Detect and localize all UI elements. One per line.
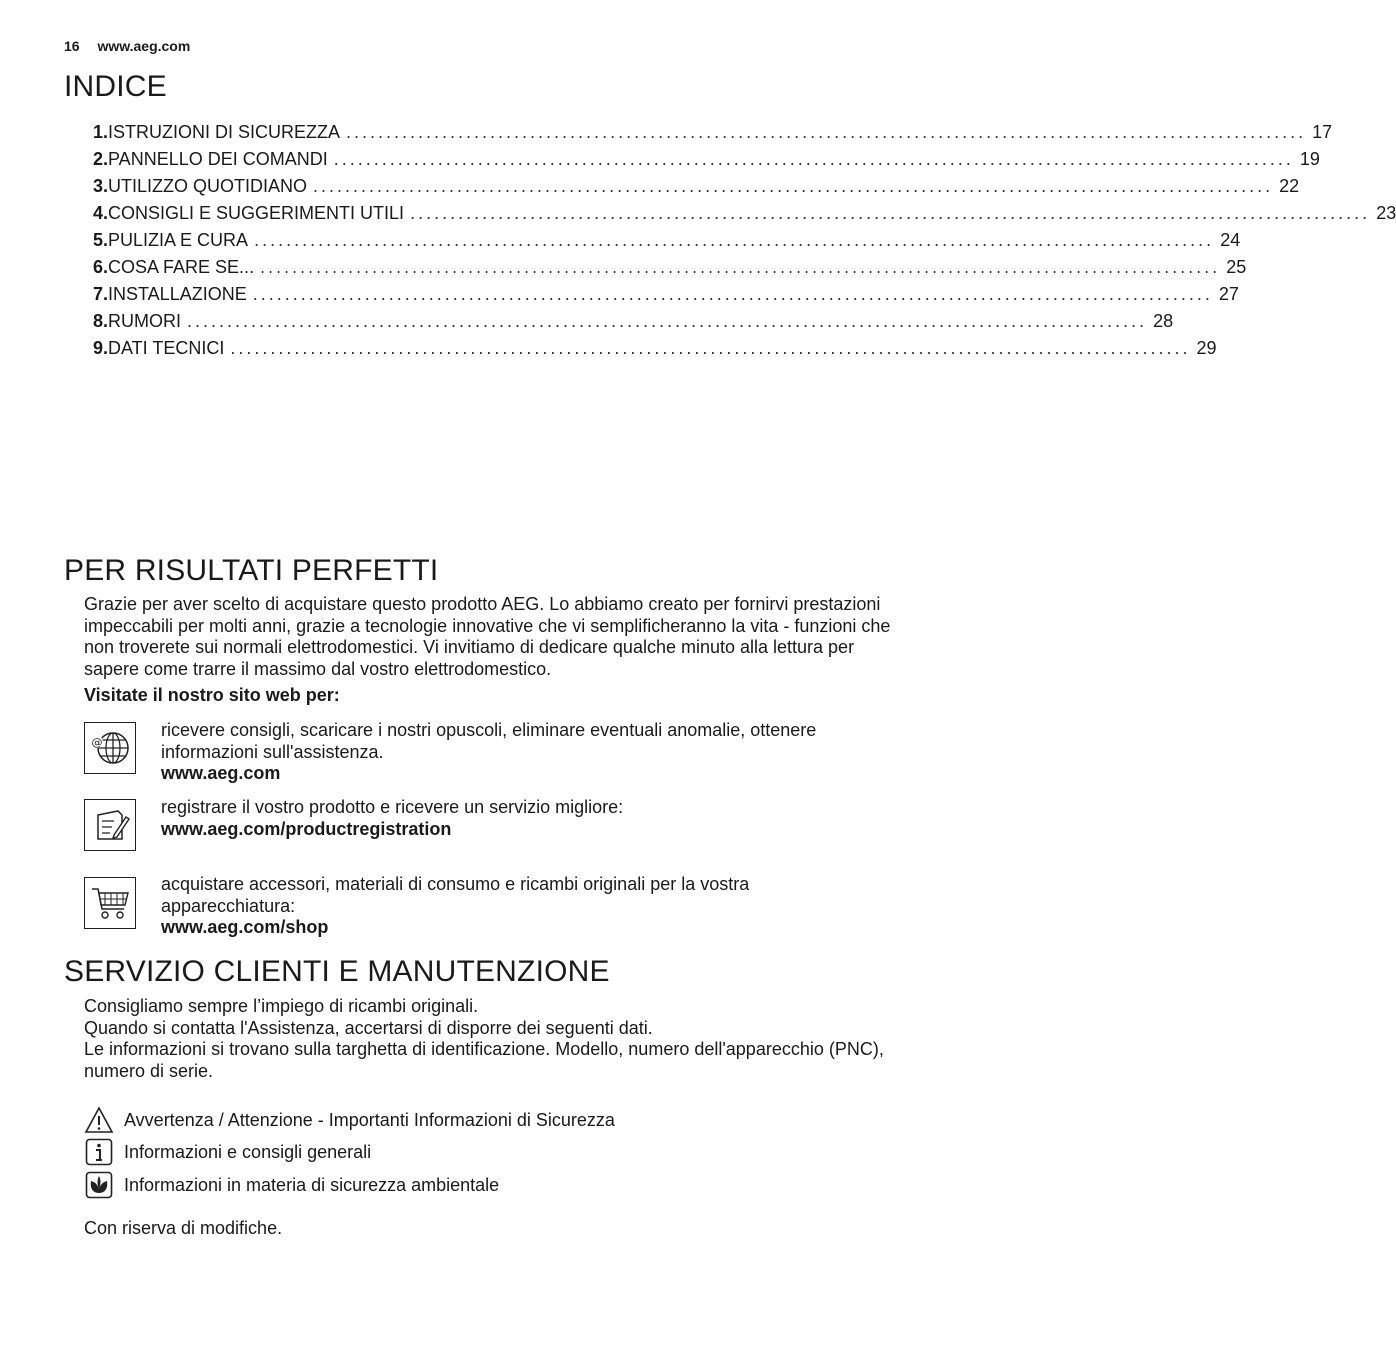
toc-title: PANNELLO DEI COMANDI bbox=[108, 149, 328, 169]
toc-leader: ........................................................................................................................ bbox=[230, 338, 1191, 358]
legend-item bbox=[84, 1170, 499, 1200]
toc-page: 29 bbox=[1196, 338, 1217, 358]
visit-label: Visitate il nostro sito web per: bbox=[84, 685, 340, 705]
toc-page: 28 bbox=[1153, 311, 1174, 331]
toc-number: 5. bbox=[93, 230, 109, 250]
globe-icon bbox=[88, 726, 132, 770]
toc-leader: ........................................................................................................................ bbox=[252, 284, 1213, 304]
info-item-text: acquistare accessori, materiali di consumo e ricambi originali per la vostra apparecchiatura: bbox=[161, 874, 750, 916]
toc-page: 24 bbox=[1220, 230, 1241, 250]
legend-item bbox=[84, 1137, 371, 1167]
toc-page: 22 bbox=[1279, 176, 1300, 196]
warning-icon bbox=[85, 1106, 113, 1134]
toc-number: 9. bbox=[93, 338, 109, 358]
toc-item[interactable] bbox=[93, 176, 1300, 203]
service-line: Le informazioni si trovano sulla targhetta di identificazione. Modello, numero dell'apparecchio (PNC), numero di serie. bbox=[84, 1039, 884, 1081]
info-item bbox=[161, 720, 881, 785]
toc-number: 3. bbox=[93, 176, 109, 196]
toc-item[interactable] bbox=[93, 311, 1174, 338]
legend-text: Avvertenza / Attenzione - Importanti Informazioni di Sicurezza bbox=[124, 1109, 615, 1130]
toc-item[interactable] bbox=[93, 257, 1247, 284]
toc-page: 19 bbox=[1299, 149, 1320, 169]
page-number: 16 bbox=[64, 38, 80, 54]
toc-title: PULIZIA E CURA bbox=[108, 230, 249, 250]
toc-leader: ........................................................................................................................ bbox=[187, 311, 1148, 331]
legend-text: Informazioni e consigli generali bbox=[124, 1141, 372, 1162]
toc-title: COSA FARE SE... bbox=[108, 257, 255, 277]
service-title: SERVIZIO CLIENTI E MANUTENZIONE bbox=[64, 955, 610, 988]
toc-leader: ........................................................................................................................ bbox=[333, 149, 1294, 169]
results-intro: Grazie per aver scelto di acquistare questo prodotto AEG. Lo abbiamo creato per fornirvi prestazioni impeccabili per molti anni, grazie a tecnologie innovative che vi semplificheranno la vita - funzioni che non troverete sui normali elettrodomestici. Vi invitiamo di dedicare qualche minuto alla lettura per sapere come trarre il massimo dal vostro elettrodomestico. bbox=[84, 594, 891, 679]
service-text bbox=[84, 996, 894, 1082]
toc-item[interactable] bbox=[93, 149, 1320, 176]
toc-number: 4. bbox=[93, 203, 109, 223]
toc-item[interactable] bbox=[93, 230, 1241, 257]
toc-title: DATI TECNICI bbox=[108, 338, 225, 358]
footer-note: Con riserva di modifiche. bbox=[84, 1218, 283, 1238]
index-title: INDICE bbox=[64, 70, 167, 103]
toc-page: 17 bbox=[1312, 122, 1333, 142]
service-line: Quando si contatta l'Assistenza, accertarsi di disporre dei seguenti dati. bbox=[84, 1017, 653, 1038]
page-header bbox=[64, 38, 190, 54]
globe-icon-box bbox=[84, 722, 136, 774]
shop-link[interactable]: www.aeg.com/shop bbox=[161, 917, 329, 937]
toc-number: 7. bbox=[93, 284, 109, 304]
toc-title: UTILIZZO QUOTIDIANO bbox=[108, 176, 308, 196]
registration-link[interactable]: www.aeg.com/productregistration bbox=[161, 818, 452, 839]
info-icon bbox=[85, 1138, 113, 1166]
environment-icon bbox=[85, 1171, 113, 1199]
toc-title: RUMORI bbox=[108, 311, 182, 331]
toc-page: 25 bbox=[1226, 257, 1247, 277]
toc-item[interactable] bbox=[93, 203, 1396, 230]
toc-item[interactable] bbox=[93, 122, 1333, 149]
toc-leader: ........................................................................................................................ bbox=[410, 203, 1371, 223]
toc-title: INSTALLAZIONE bbox=[108, 284, 247, 304]
service-line: Consigliamo sempre l’impiego di ricambi originali. bbox=[84, 996, 479, 1016]
toc-page: 27 bbox=[1218, 284, 1239, 304]
aeg-link[interactable]: www.aeg.com bbox=[161, 763, 281, 783]
info-item bbox=[161, 874, 881, 939]
svg-text:@: @ bbox=[91, 736, 103, 749]
toc-number: 1. bbox=[93, 122, 109, 142]
toc-number: 6. bbox=[93, 257, 109, 277]
cart-icon-box bbox=[84, 877, 136, 929]
site-link[interactable]: www.aeg.com bbox=[97, 38, 191, 54]
toc-page: 23 bbox=[1376, 203, 1396, 223]
toc-title: CONSIGLI E SUGGERIMENTI UTILI bbox=[108, 203, 405, 223]
registration-icon-box bbox=[84, 799, 136, 851]
legend-text: Informazioni in materia di sicurezza ambientale bbox=[124, 1174, 500, 1195]
toc-title: ISTRUZIONI DI SICUREZZA bbox=[108, 122, 341, 142]
shopping-cart-icon bbox=[88, 881, 132, 925]
info-item bbox=[161, 797, 881, 840]
table-of-contents bbox=[93, 122, 1396, 365]
info-item-text: ricevere consigli, scaricare i nostri opuscoli, eliminare eventuali anomalie, ottenere informazioni sull'assistenza. bbox=[161, 720, 817, 762]
toc-item[interactable] bbox=[93, 284, 1239, 311]
toc-leader: ........................................................................................................................ bbox=[260, 257, 1221, 277]
toc-number: 2. bbox=[93, 149, 109, 169]
toc-leader: ........................................................................................................................ bbox=[346, 122, 1307, 142]
info-item-text: registrare il vostro prodotto e ricevere un servizio migliore: bbox=[161, 797, 624, 817]
legend-item bbox=[84, 1105, 615, 1135]
toc-item[interactable] bbox=[93, 338, 1217, 365]
results-title: PER RISULTATI PERFETTI bbox=[64, 554, 439, 587]
toc-leader: ........................................................................................................................ bbox=[313, 176, 1274, 196]
toc-number: 8. bbox=[93, 311, 109, 331]
registration-icon bbox=[88, 803, 132, 847]
toc-leader: ........................................................................................................................ bbox=[254, 230, 1215, 250]
